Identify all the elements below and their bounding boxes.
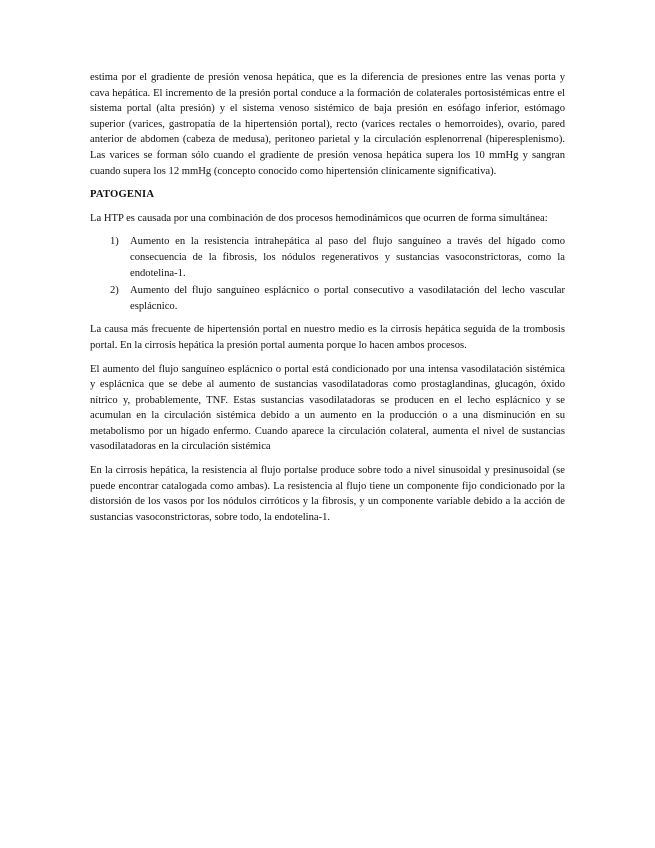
list-item-text: Aumento del flujo sanguíneo esplácnico o portal consecutivo a vasodilatación del lecho vascular esplácnico. — [130, 285, 565, 312]
list-item — [90, 283, 565, 314]
list-item-number: 1) — [110, 236, 119, 248]
intro-paragraph: estima por el gradiente de presión venosa hepática, que es la diferencia de presiones entre las venas porta y cava hepática. El incremento de la presión portal conduce a la formación de colaterales portosistémicas entre el sistema portal (alta presión) y el sistema venoso sistémico de baja presión en esófago inferior, estómago superior (varices, gastropatía de la hipertensión portal), recto (varices rectales o hemorroides), ovario, pared anterior de abdomen (cabeza de medusa), peritoneo parietal y la circulación esplenorrenal (hiperesplenismo). Las varices se forman sólo cuando el gradiente de presión venosa hepática supera los 10 mmHg y sangran cuando supera los 12 mmHg (concepto conocido como hipertensión clínicamente significativa). — [90, 72, 565, 177]
list-item — [90, 234, 565, 281]
numbered-list — [90, 234, 565, 314]
resistencia-paragraph: En la cirrosis hepática, la resistencia al flujo portalse produce sobre todo a nivel sinusoidal y presinusoidal (se puede encontrar catalogada como ambas). La resistencia al flujo tiene un componente fijo condicionado por la distorsión de los vasos por los nódulos cirróticos y la fibrosis, y un componente variable debido a la acción de sustancias vasoconstrictoras, sobre todo, la endotelina-1. — [90, 465, 565, 523]
list-item-number: 2) — [110, 285, 119, 297]
htp-intro-paragraph: La HTP es causada por una combinación de dos procesos hemodinámicos que ocurren de forma simultánea: — [90, 212, 548, 224]
document-page — [90, 70, 565, 533]
flujo-paragraph: El aumento del flujo sanguíneo esplácnico o portal está condicionado por una intensa vasodilatación sistémica y esplácnica que se debe al aumento de sustancias vasodilatadoras como prostaglandinas, glucagón, óxido nítrico y, probablemente, TNF. Estas sustancias vasodilatadoras se producen en el lecho esplácnico y se acumulan en la circulación sistémica debido a un aumento en la producción o a una disminución en su metabolismo por un hígado enfermo. Cuando aparece la circulación colateral, aumenta el nivel de sustancias vasodilatadoras en la circulación sistémica — [90, 363, 565, 453]
list-item-text: Aumento en la resistencia intrahepática al paso del flujo sanguíneo a través del hígado como consecuencia de la fibrosis, los nódulos regenerativos y sustancias vasoconstrictoras, como la endotelina-1. — [130, 236, 565, 279]
causa-paragraph: La causa más frecuente de hipertensión portal en nuestro medio es la cirrosis hepática seguida de la trombosis portal. En la cirrosis hepática la presión portal aumenta porque lo hacen ambos procesos. — [90, 324, 565, 351]
section-heading-patogenia: PATOGENIA — [90, 189, 155, 201]
